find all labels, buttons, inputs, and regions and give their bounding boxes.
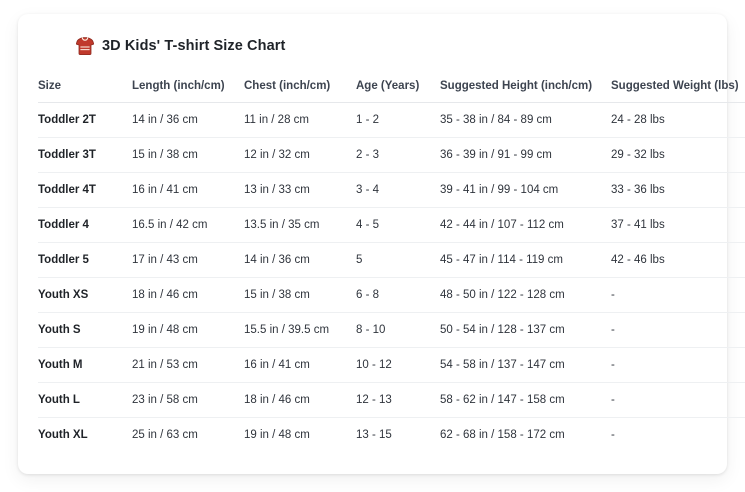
table-row	[38, 348, 745, 383]
table-body	[38, 103, 745, 453]
cell-chest: 13.5 in / 35 cm	[244, 208, 356, 243]
table-row	[38, 173, 745, 208]
cell-chest: 14 in / 36 cm	[244, 243, 356, 278]
column-header-length: Length (inch/cm)	[132, 70, 244, 103]
table-row	[38, 243, 745, 278]
cell-chest: 11 in / 28 cm	[244, 103, 356, 138]
cell-length: 19 in / 48 cm	[132, 313, 244, 348]
tshirt-icon	[76, 36, 94, 56]
cell-size: Youth L	[38, 383, 132, 418]
table-row	[38, 418, 745, 453]
cell-weight: 37 - 41 lbs	[611, 208, 745, 243]
cell-weight: 24 - 28 lbs	[611, 103, 745, 138]
table-row	[38, 138, 745, 173]
size-chart-table	[38, 70, 745, 452]
cell-age: 1 - 2	[356, 103, 440, 138]
column-header-age: Age (Years)	[356, 70, 440, 103]
cell-weight: -	[611, 278, 745, 313]
cell-length: 21 in / 53 cm	[132, 348, 244, 383]
cell-length: 16.5 in / 42 cm	[132, 208, 244, 243]
cell-height: 48 - 50 in / 122 - 128 cm	[440, 278, 611, 313]
cell-length: 23 in / 58 cm	[132, 383, 244, 418]
size-chart-card	[18, 14, 739, 474]
cell-height: 39 - 41 in / 99 - 104 cm	[440, 173, 611, 208]
cell-weight: 33 - 36 lbs	[611, 173, 745, 208]
cell-size: Toddler 4T	[38, 173, 132, 208]
page-title-text: 3D Kids' T-shirt Size Chart	[102, 38, 286, 54]
cell-height: 50 - 54 in / 128 - 137 cm	[440, 313, 611, 348]
cell-length: 17 in / 43 cm	[132, 243, 244, 278]
cell-age: 5	[356, 243, 440, 278]
cell-age: 8 - 10	[356, 313, 440, 348]
cell-size: Toddler 2T	[38, 103, 132, 138]
cell-height: 62 - 68 in / 158 - 172 cm	[440, 429, 565, 441]
cell-height: 35 - 38 in / 84 - 89 cm	[440, 103, 611, 138]
cell-chest: 16 in / 41 cm	[244, 348, 356, 383]
column-header-chest: Chest (inch/cm)	[244, 70, 356, 103]
cell-size: Toddler 3T	[38, 138, 132, 173]
cell-chest: 13 in / 33 cm	[244, 173, 356, 208]
cell-weight: 42 - 46 lbs	[611, 243, 745, 278]
cell-length: 14 in / 36 cm	[132, 103, 244, 138]
cell-chest: 15 in / 38 cm	[244, 278, 356, 313]
table-row	[38, 103, 745, 138]
cell-age: 12 - 13	[356, 383, 440, 418]
cell-age: 13 - 15	[356, 429, 392, 441]
cell-size: Youth S	[38, 313, 132, 348]
cell-height: 42 - 44 in / 107 - 112 cm	[440, 208, 611, 243]
cell-length: 15 in / 38 cm	[132, 138, 244, 173]
cell-age: 2 - 3	[356, 138, 440, 173]
cell-chest: 12 in / 32 cm	[244, 138, 356, 173]
cell-size: Toddler 5	[38, 243, 132, 278]
page-title	[38, 30, 707, 70]
table-row	[38, 278, 745, 313]
cell-age: 6 - 8	[356, 278, 440, 313]
table-header-row	[38, 70, 745, 103]
cell-chest: 15.5 in / 39.5 cm	[244, 313, 356, 348]
cell-weight: -	[611, 313, 745, 348]
cell-size: Youth XL	[38, 429, 88, 441]
table-row	[38, 208, 745, 243]
cell-weight: -	[611, 429, 615, 441]
cell-height: 54 - 58 in / 137 - 147 cm	[440, 348, 611, 383]
cell-weight: -	[611, 383, 745, 418]
cell-age: 10 - 12	[356, 348, 440, 383]
table-row	[38, 383, 745, 418]
cell-length: 18 in / 46 cm	[132, 278, 244, 313]
table-row	[38, 313, 745, 348]
cell-weight: -	[611, 348, 745, 383]
cell-size: Youth M	[38, 348, 132, 383]
cell-size: Toddler 4	[38, 208, 132, 243]
cell-height: 36 - 39 in / 91 - 99 cm	[440, 138, 611, 173]
table-header	[38, 70, 745, 103]
column-header-height: Suggested Height (inch/cm)	[440, 70, 611, 103]
cell-age: 3 - 4	[356, 173, 440, 208]
cell-weight: 29 - 32 lbs	[611, 138, 745, 173]
cell-height: 58 - 62 in / 147 - 158 cm	[440, 383, 611, 418]
cell-chest: 19 in / 48 cm	[244, 429, 310, 441]
cell-age: 4 - 5	[356, 208, 440, 243]
cell-length: 16 in / 41 cm	[132, 173, 244, 208]
cell-height: 45 - 47 in / 114 - 119 cm	[440, 243, 611, 278]
column-header-size: Size	[38, 70, 132, 103]
column-header-weight: Suggested Weight (lbs)	[611, 70, 745, 103]
cell-chest: 18 in / 46 cm	[244, 383, 356, 418]
cell-length: 25 in / 63 cm	[132, 429, 198, 441]
cell-size: Youth XS	[38, 278, 132, 313]
